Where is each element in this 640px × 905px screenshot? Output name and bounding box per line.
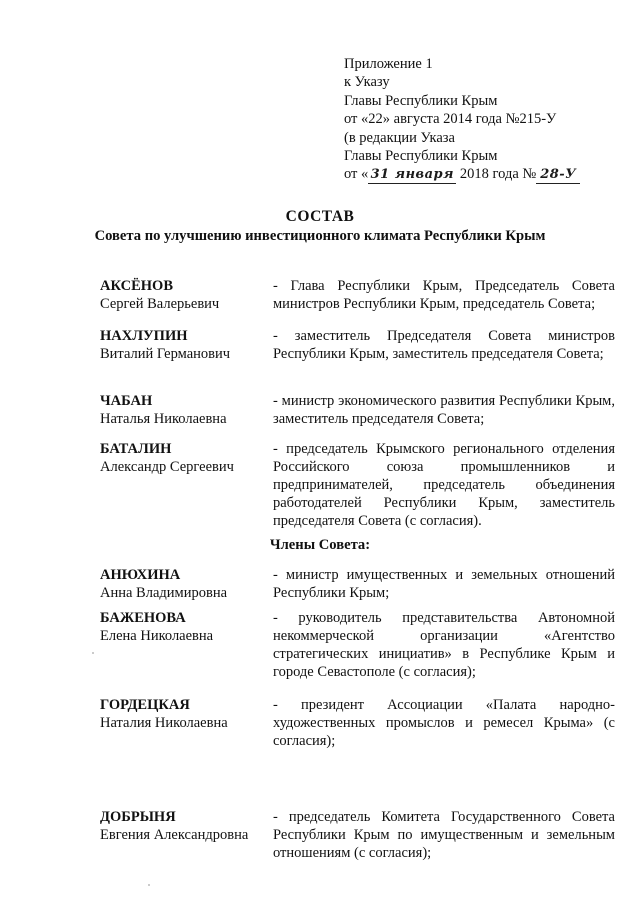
number-underline [536, 183, 580, 184]
member-person [100, 327, 270, 363]
members-heading: Члены Совета: [269, 537, 371, 553]
scan-speck [92, 652, 94, 654]
appendix-line-dated [344, 165, 604, 184]
date-prefix: от « [344, 166, 369, 183]
member-surname: ДОБРЫНЯ [100, 809, 176, 825]
scan-speck [148, 884, 150, 886]
title-main: СОСТАВ [285, 208, 355, 225]
title-subtitle: Совета по улучшению инвестиционного климата Республики Крым [94, 228, 546, 244]
handwritten-number-text: 28-У [540, 167, 577, 183]
member-person [100, 808, 270, 844]
member-row [100, 808, 617, 868]
member-surname: БАТАЛИН [100, 441, 172, 457]
appendix-line: Приложение 1 [344, 56, 433, 72]
member-role: - руководитель представительства Автономной некоммерческой организации «Агентство стратегических инициатив» в Республике Крым и городе Севастополе (с согласия); [273, 610, 615, 680]
member-given-name: Виталий Германович [100, 346, 231, 362]
member-given-name: Евгения Александровна [100, 827, 249, 843]
document-title [0, 207, 640, 245]
appendix-line: Главы Республики Крым [344, 92, 498, 109]
member-given-name: Наталья Николаевна [100, 411, 227, 427]
member-role: - Глава Республики Крым, Председатель Совета министров Республики Крым, председатель Совета; [273, 278, 615, 312]
member-role: - заместитель Председателя Совета министров Республики Крым, заместитель председателя Совета; [273, 328, 615, 362]
appendix-line: (в редакции Указа [344, 129, 455, 146]
member-given-name: Анна Владимировна [100, 585, 228, 601]
date-underline [368, 183, 456, 184]
member-row [100, 277, 617, 327]
member-role: - председатель Комитета Государственного Совета Республики Крым по имущественным и земельным отношениям (с согласия); [273, 809, 615, 861]
handwritten-date [368, 165, 456, 184]
member-given-name: Елена Николаевна [100, 628, 214, 644]
member-row [100, 440, 617, 536]
member-person [100, 696, 270, 732]
member-person [100, 609, 270, 645]
member-row [100, 696, 617, 808]
member-given-name: Александр Сергеевич [100, 459, 234, 475]
member-surname: АКСЁНОВ [100, 278, 173, 294]
member-person [100, 440, 270, 476]
member-row [100, 327, 617, 392]
handwritten-date-text: 31 января [370, 167, 454, 183]
member-surname: ЧАБАН [100, 393, 153, 409]
member-surname: НАХЛУПИН [100, 328, 188, 344]
member-role: - министр имущественных и земельных отношений Республики Крым; [273, 567, 615, 601]
member-surname: ГОРДЕЦКАЯ [100, 697, 190, 713]
member-row [100, 609, 617, 696]
member-person [100, 392, 270, 428]
member-surname: БАЖЕНОВА [100, 610, 186, 626]
member-role: - президент Ассоциации «Палата народно-художественных промыслов и ремесел Крыма» (с согласия); [273, 697, 615, 749]
member-row [100, 392, 617, 440]
member-person [100, 566, 270, 602]
date-middle: 2018 года № [456, 166, 537, 183]
member-role: - министр экономического развития Республики Крым, заместитель председателя Совета; [273, 393, 615, 427]
appendix-header [344, 55, 604, 185]
members-heading-row [100, 536, 617, 566]
member-given-name: Сергей Валерьевич [100, 296, 220, 312]
appendix-line: от «22» августа 2014 года №215-У [344, 111, 557, 128]
appendix-line: Главы Республики Крым [344, 148, 498, 165]
council-composition [100, 277, 617, 868]
member-person [100, 277, 270, 313]
member-role: - председатель Крымского регионального отделения Российского союза промышленников и предпринимателей, председатель объединения работодателей Республики Крым, заместитель председателя Совета (с согласия). [273, 441, 615, 529]
member-given-name: Наталия Николаевна [100, 715, 228, 731]
appendix-line: к Указу [344, 74, 390, 91]
handwritten-number [536, 165, 580, 184]
member-surname: АНЮХИНА [100, 567, 181, 583]
member-row [100, 566, 617, 609]
